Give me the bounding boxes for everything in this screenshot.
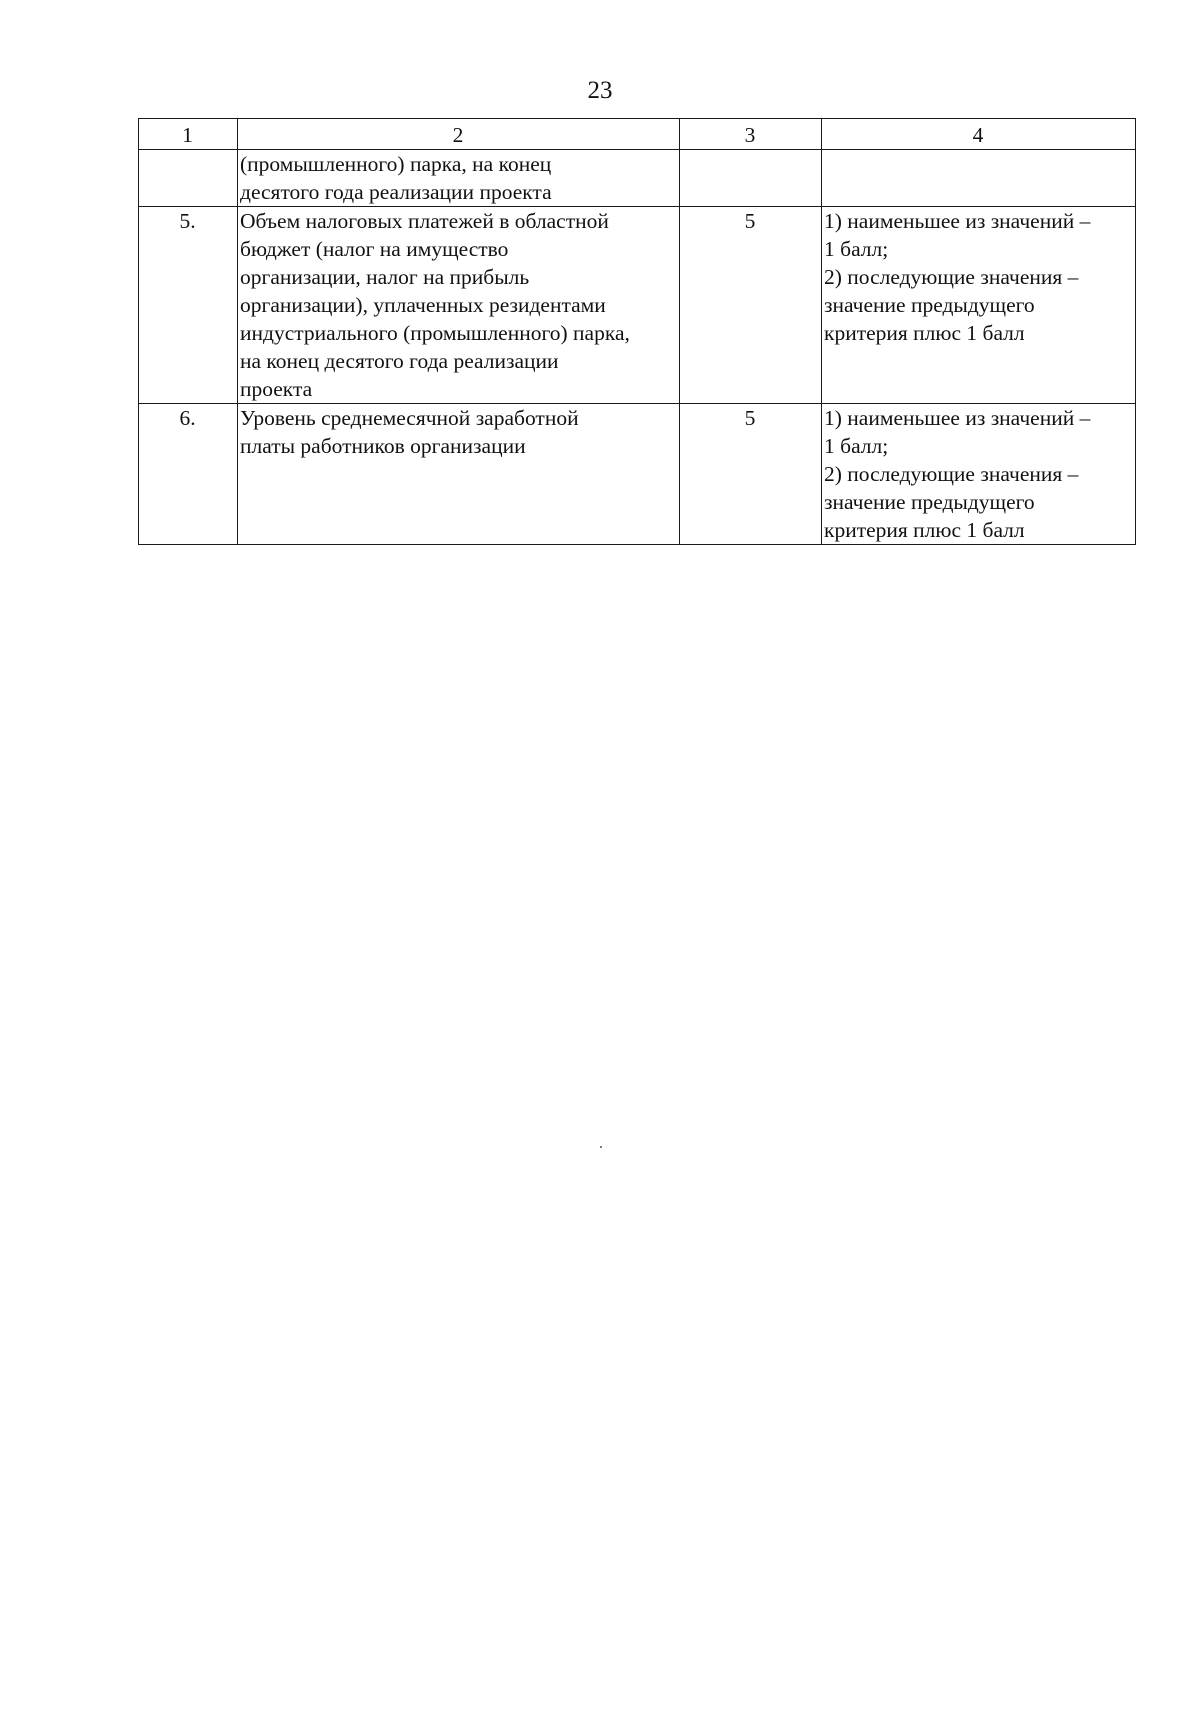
description-line: платы работников организации	[240, 434, 526, 458]
criterion-description-cell	[238, 404, 680, 545]
rule-line: 2) последующие значения –	[824, 462, 1079, 486]
rule-line: 2) последующие значения –	[824, 265, 1079, 289]
scoring-rule-cell	[822, 404, 1136, 545]
table-header-row	[139, 119, 1136, 150]
description-line: (промышленного) парка, на конец	[240, 152, 552, 176]
rule-line: 1 балл;	[824, 434, 889, 458]
scoring-rule-cell	[822, 207, 1136, 404]
column-header-4: 4	[822, 119, 1136, 150]
description-line: организации), уплаченных резидентами	[240, 293, 606, 317]
page-number: 23	[587, 77, 613, 104]
criterion-description-cell	[238, 150, 680, 207]
scan-speck	[600, 1146, 602, 1148]
scoring-rule-cell	[822, 150, 1136, 207]
description-line: организации, налог на прибыль	[240, 265, 530, 289]
rule-line: значение предыдущего	[824, 490, 1035, 514]
table-row	[139, 404, 1136, 545]
description-line: десятого года реализации проекта	[240, 180, 552, 204]
description-line: на конец десятого года реализации	[240, 349, 559, 373]
max-score-cell	[680, 150, 822, 207]
rule-line: значение предыдущего	[824, 293, 1035, 317]
column-header-1: 1	[139, 119, 238, 150]
column-header-3: 3	[680, 119, 822, 150]
rule-line: 1) наименьшее из значений –	[824, 406, 1091, 430]
table-row	[139, 207, 1136, 404]
description-line: индустриального (промышленного) парка,	[240, 321, 630, 345]
max-score-cell: 5	[680, 404, 822, 545]
max-score-cell: 5	[680, 207, 822, 404]
row-number-cell: 5.	[139, 207, 238, 404]
description-line: Объем налоговых платежей в областной	[240, 209, 609, 233]
rule-line: 1) наименьшее из значений –	[824, 209, 1091, 233]
column-header-2: 2	[238, 119, 680, 150]
criterion-description-cell	[238, 207, 680, 404]
table-row	[139, 150, 1136, 207]
rule-line: критерия плюс 1 балл	[824, 518, 1025, 542]
description-line: Уровень среднемесячной заработной	[240, 406, 579, 430]
description-line: проекта	[240, 377, 313, 401]
row-number-cell	[139, 150, 238, 207]
rule-line: 1 балл;	[824, 237, 889, 261]
description-line: бюджет (налог на имущество	[240, 237, 509, 261]
rule-line: критерия плюс 1 балл	[824, 321, 1025, 345]
criteria-table	[138, 118, 1136, 545]
row-number-cell: 6.	[139, 404, 238, 545]
